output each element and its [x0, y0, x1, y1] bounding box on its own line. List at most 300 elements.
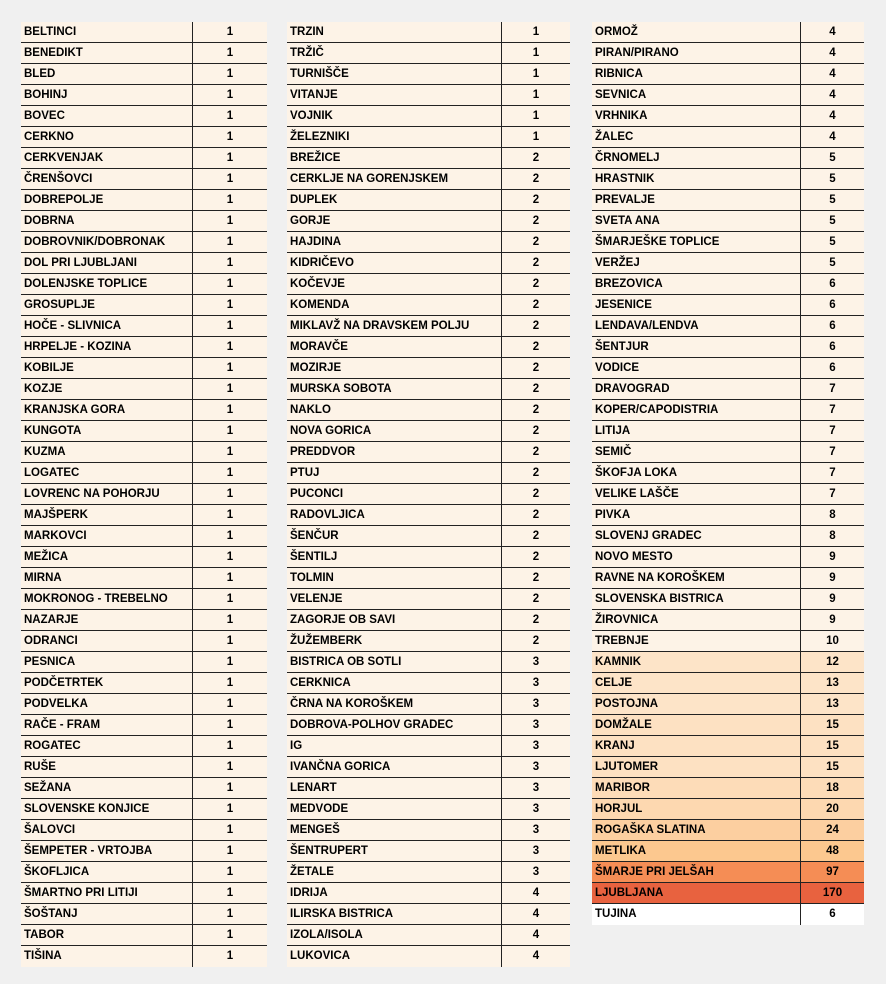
table-row [21, 127, 267, 148]
count-value: 4 [501, 904, 570, 924]
count-value: 1 [192, 547, 267, 567]
municipality-name: KOZJE [24, 383, 63, 395]
municipality-name: MEŽICA [24, 551, 69, 563]
municipality-name: SVETA ANA [595, 215, 660, 227]
count-value: 3 [501, 652, 570, 672]
count-value: 2 [501, 631, 570, 651]
municipality-name: HOČE - SLIVNICA [24, 320, 122, 332]
municipality-name: MOZIRJE [290, 362, 342, 374]
count-value: 1 [192, 232, 267, 252]
count-value: 1 [192, 694, 267, 714]
municipality-name: KOČEVJE [290, 278, 345, 290]
municipality-name: NOVA GORICA [290, 425, 372, 437]
table-row [287, 316, 570, 337]
municipality-name: BREŽICE [290, 152, 341, 164]
table-row [592, 589, 864, 610]
municipality-name: DOBROVA-POLHOV GRADEC [290, 719, 454, 731]
municipality-name: VELENJE [290, 593, 343, 605]
municipality-name: KUZMA [24, 446, 66, 458]
table-row [21, 253, 267, 274]
table-row [592, 799, 864, 820]
count-value: 1 [192, 841, 267, 861]
count-value: 7 [800, 400, 864, 420]
municipality-name: ŠENTRUPERT [290, 845, 368, 857]
municipality-name: SLOVENJ GRADEC [595, 530, 702, 542]
municipality-name: IZOLA/ISOLA [290, 929, 363, 941]
table-row [21, 190, 267, 211]
municipality-name: ŽUŽEMBERK [290, 635, 363, 647]
municipality-name: CERKLJE NA GORENJSKEM [290, 173, 449, 185]
municipality-name: VITANJE [290, 89, 338, 101]
table-row [21, 715, 267, 736]
municipality-name: RAČE - FRAM [24, 719, 101, 731]
table-row [592, 883, 864, 904]
table-row [592, 400, 864, 421]
count-value: 1 [192, 379, 267, 399]
table-row [21, 568, 267, 589]
municipality-name: PODVELKA [24, 698, 88, 710]
count-value: 7 [800, 421, 864, 441]
table-row [287, 148, 570, 169]
table-row [287, 22, 570, 43]
table-row [287, 85, 570, 106]
table-row [287, 904, 570, 925]
municipality-name: IDRIJA [290, 887, 328, 899]
count-value: 1 [501, 85, 570, 105]
table-row [592, 232, 864, 253]
count-value: 20 [800, 799, 864, 819]
table-row [21, 400, 267, 421]
count-value: 48 [800, 841, 864, 861]
table-row [21, 316, 267, 337]
municipality-name: KOPER/CAPODISTRIA [595, 404, 719, 416]
municipality-name: LJUTOMER [595, 761, 659, 773]
count-value: 7 [800, 442, 864, 462]
municipality-name: BENEDIKT [24, 47, 83, 59]
count-value: 1 [501, 64, 570, 84]
count-value: 2 [501, 253, 570, 273]
municipality-name: DOBREPOLJE [24, 194, 104, 206]
municipality-name: VERŽEJ [595, 257, 640, 269]
municipality-name: MURSKA SOBOTA [290, 383, 392, 395]
municipality-name: TIŠINA [24, 950, 62, 962]
municipality-name: RADOVLJICA [290, 509, 365, 521]
table-row [21, 904, 267, 925]
municipality-name: ŠMARJEŠKE TOPLICE [595, 236, 720, 248]
municipality-name: LITIJA [595, 425, 631, 437]
count-value: 1 [192, 673, 267, 693]
municipality-name: TUJINA [595, 908, 637, 920]
table-row [21, 673, 267, 694]
municipality-name: TRZIN [290, 26, 324, 38]
count-value: 1 [192, 421, 267, 441]
municipality-name: BOVEC [24, 110, 65, 122]
count-value: 2 [501, 379, 570, 399]
count-value: 8 [800, 526, 864, 546]
count-value: 3 [501, 715, 570, 735]
table-row [592, 106, 864, 127]
table-row [21, 820, 267, 841]
municipality-name: LOVRENC NA POHORJU [24, 488, 160, 500]
municipality-name: SEMIČ [595, 446, 632, 458]
municipality-name: KIDRIČEVO [290, 257, 354, 269]
municipality-name: TABOR [24, 929, 65, 941]
count-value: 2 [501, 442, 570, 462]
table-row [287, 652, 570, 673]
count-value: 1 [192, 106, 267, 126]
municipality-name: TOLMIN [290, 572, 334, 584]
count-value: 3 [501, 757, 570, 777]
table-row [21, 463, 267, 484]
count-value: 5 [800, 169, 864, 189]
table-row [592, 526, 864, 547]
count-value: 6 [800, 337, 864, 357]
municipality-name: NAKLO [290, 404, 331, 416]
count-value: 13 [800, 673, 864, 693]
municipality-name: MENGEŠ [290, 824, 340, 836]
table-row [287, 358, 570, 379]
table-row [592, 295, 864, 316]
count-value: 6 [800, 274, 864, 294]
municipality-name: ROGAŠKA SLATINA [595, 824, 706, 836]
municipality-name: GORJE [290, 215, 331, 227]
count-value: 2 [501, 526, 570, 546]
municipality-name: PESNICA [24, 656, 76, 668]
municipality-name: CERKNO [24, 131, 74, 143]
municipality-name: DOLENJSKE TOPLICE [24, 278, 148, 290]
table-row [287, 274, 570, 295]
count-value: 5 [800, 253, 864, 273]
municipality-name: ŠALOVCI [24, 824, 76, 836]
municipality-name: KRANJSKA GORA [24, 404, 126, 416]
count-value: 9 [800, 547, 864, 567]
table-row [287, 694, 570, 715]
table-row [21, 64, 267, 85]
count-value: 7 [800, 379, 864, 399]
table-row [592, 820, 864, 841]
municipality-name: ZAGORJE OB SAVI [290, 614, 396, 626]
table-row [592, 274, 864, 295]
count-value: 5 [800, 190, 864, 210]
municipality-name: LENDAVA/LENDVA [595, 320, 699, 332]
count-value: 2 [501, 505, 570, 525]
municipality-name: ŠENČUR [290, 530, 339, 542]
count-value: 1 [192, 568, 267, 588]
table-row [592, 631, 864, 652]
municipality-name: KOBILJE [24, 362, 74, 374]
municipality-name: ČRENŠOVCI [24, 173, 93, 185]
table-row [287, 946, 570, 967]
count-value: 2 [501, 169, 570, 189]
count-value: 1 [192, 631, 267, 651]
municipality-name: LJUBLJANA [595, 887, 664, 899]
table-row [21, 232, 267, 253]
count-value: 1 [192, 862, 267, 882]
count-value: 18 [800, 778, 864, 798]
count-value: 4 [501, 883, 570, 903]
count-value: 2 [501, 610, 570, 630]
count-value: 2 [501, 211, 570, 231]
municipality-name: MIRNA [24, 572, 62, 584]
municipality-name: CELJE [595, 677, 633, 689]
municipality-name: HRPELJE - KOZINA [24, 341, 132, 353]
municipality-name: LENART [290, 782, 337, 794]
municipality-name: MIKLAVŽ NA DRAVSKEM POLJU [290, 320, 470, 332]
table-row [21, 379, 267, 400]
municipality-name: ŠKOFLJICA [24, 866, 90, 878]
count-value: 2 [501, 547, 570, 567]
count-value: 2 [501, 358, 570, 378]
count-value: 10 [800, 631, 864, 651]
municipality-column-2 [287, 22, 570, 967]
table-row [592, 673, 864, 694]
municipality-name: KUNGOTA [24, 425, 82, 437]
count-value: 3 [501, 694, 570, 714]
count-value: 2 [501, 589, 570, 609]
municipality-name: IG [290, 740, 303, 752]
count-value: 15 [800, 736, 864, 756]
count-value: 1 [192, 904, 267, 924]
count-value: 1 [192, 883, 267, 903]
count-value: 1 [192, 400, 267, 420]
count-value: 15 [800, 715, 864, 735]
count-value: 1 [192, 463, 267, 483]
count-value: 2 [501, 148, 570, 168]
table-row [287, 778, 570, 799]
table-row [287, 484, 570, 505]
municipality-name: PIVKA [595, 509, 631, 521]
table-row [592, 421, 864, 442]
count-value: 6 [800, 316, 864, 336]
municipality-name: HAJDINA [290, 236, 342, 248]
count-value: 2 [501, 274, 570, 294]
count-value: 2 [501, 484, 570, 504]
table-row [21, 85, 267, 106]
municipality-name: LUKOVICA [290, 950, 351, 962]
count-value: 1 [192, 484, 267, 504]
municipality-name: MARKOVCI [24, 530, 87, 542]
count-value: 4 [800, 106, 864, 126]
count-value: 1 [192, 736, 267, 756]
municipality-name: MORAVČE [290, 341, 348, 353]
count-value: 1 [192, 337, 267, 357]
municipality-name: MOKRONOG - TREBELNO [24, 593, 168, 605]
municipality-name: GROSUPLJE [24, 299, 95, 311]
count-value: 9 [800, 568, 864, 588]
count-value: 3 [501, 799, 570, 819]
municipality-name: ŽALEC [595, 131, 634, 143]
municipality-name: SEVNICA [595, 89, 647, 101]
municipality-name: ŽELEZNIKI [290, 131, 350, 143]
table-row [592, 757, 864, 778]
count-value: 2 [501, 337, 570, 357]
table-row [592, 316, 864, 337]
count-value: 1 [501, 127, 570, 147]
municipality-name: ČRNOMELJ [595, 152, 660, 164]
table-row [592, 862, 864, 883]
municipality-name: RUŠE [24, 761, 56, 773]
table-row [21, 22, 267, 43]
table-row [21, 694, 267, 715]
count-value: 2 [501, 316, 570, 336]
table-row [287, 379, 570, 400]
municipality-name: SLOVENSKA BISTRICA [595, 593, 724, 605]
table-row [287, 337, 570, 358]
table-row [592, 778, 864, 799]
table-row [287, 757, 570, 778]
count-value: 1 [192, 505, 267, 525]
count-value: 1 [192, 316, 267, 336]
table-row [592, 148, 864, 169]
count-value: 1 [192, 610, 267, 630]
table-row [287, 715, 570, 736]
table-row [592, 841, 864, 862]
table-row [287, 64, 570, 85]
municipality-name: RIBNICA [595, 68, 643, 80]
table-row [21, 778, 267, 799]
municipality-name: ŠKOFJA LOKA [595, 467, 677, 479]
municipality-name: KRANJ [595, 740, 635, 752]
count-value: 13 [800, 694, 864, 714]
table-row [592, 694, 864, 715]
municipality-name: TURNIŠČE [290, 68, 349, 80]
count-value: 2 [501, 400, 570, 420]
count-value: 1 [192, 190, 267, 210]
municipality-name: BELTINCI [24, 26, 77, 38]
count-value: 4 [800, 127, 864, 147]
table-row [21, 862, 267, 883]
municipality-column-3 [592, 22, 864, 925]
table-row [21, 358, 267, 379]
count-value: 2 [501, 295, 570, 315]
count-value: 1 [192, 589, 267, 609]
count-value: 1 [192, 820, 267, 840]
municipality-name: TREBNJE [595, 635, 649, 647]
count-value: 12 [800, 652, 864, 672]
table-row [592, 505, 864, 526]
table-row [21, 484, 267, 505]
municipality-name: PREVALJE [595, 194, 655, 206]
table-row [592, 379, 864, 400]
count-value: 1 [501, 43, 570, 63]
count-value: 6 [800, 904, 864, 925]
count-value: 5 [800, 232, 864, 252]
table-row [21, 757, 267, 778]
municipality-name: ŠMARJE PRI JELŠAH [595, 866, 714, 878]
table-row [592, 736, 864, 757]
table-row [21, 505, 267, 526]
municipality-name: HORJUL [595, 803, 643, 815]
municipality-name: POSTOJNA [595, 698, 659, 710]
municipality-name: ŽIROVNICA [595, 614, 659, 626]
table-row [287, 232, 570, 253]
municipality-name: ILIRSKA BISTRICA [290, 908, 394, 920]
count-value: 1 [192, 43, 267, 63]
count-value: 9 [800, 610, 864, 630]
count-value: 3 [501, 778, 570, 798]
count-value: 6 [800, 358, 864, 378]
table-row [21, 169, 267, 190]
count-value: 1 [192, 127, 267, 147]
table-row [287, 526, 570, 547]
table-row [592, 22, 864, 43]
table-row [592, 547, 864, 568]
table-row [21, 421, 267, 442]
municipality-name: ŠENTILJ [290, 551, 338, 563]
count-value: 1 [192, 799, 267, 819]
municipality-name: METLIKA [595, 845, 647, 857]
municipality-name: MAJŠPERK [24, 509, 88, 521]
table-row [287, 106, 570, 127]
table-row [287, 463, 570, 484]
count-value: 2 [501, 232, 570, 252]
municipality-name: ŠOŠTANJ [24, 908, 78, 920]
municipality-name: TRŽIČ [290, 47, 324, 59]
count-value: 15 [800, 757, 864, 777]
table-row [592, 169, 864, 190]
municipality-name: BISTRICA OB SOTLI [290, 656, 402, 668]
table-row [287, 442, 570, 463]
count-value: 2 [501, 463, 570, 483]
table-row [592, 715, 864, 736]
table-row [592, 43, 864, 64]
municipality-name: SEŽANA [24, 782, 72, 794]
municipality-name: JESENICE [595, 299, 652, 311]
count-value: 1 [192, 85, 267, 105]
count-value: 2 [501, 190, 570, 210]
table-row [592, 211, 864, 232]
municipality-name: PREDDVOR [290, 446, 356, 458]
table-row [287, 925, 570, 946]
table-row [21, 631, 267, 652]
count-value: 9 [800, 589, 864, 609]
table-row [592, 904, 864, 925]
count-value: 3 [501, 862, 570, 882]
table-row [592, 484, 864, 505]
table-row [287, 505, 570, 526]
table-row [21, 211, 267, 232]
count-value: 1 [192, 652, 267, 672]
municipality-name: DOBROVNIK/DOBRONAK [24, 236, 166, 248]
count-value: 1 [501, 106, 570, 126]
table-row [592, 64, 864, 85]
table-row [592, 358, 864, 379]
count-value: 4 [800, 22, 864, 42]
table-row [287, 400, 570, 421]
count-value: 1 [501, 22, 570, 42]
count-value: 3 [501, 736, 570, 756]
table-row [287, 43, 570, 64]
municipality-name: PODČETRTEK [24, 677, 104, 689]
table-row [287, 127, 570, 148]
table-row [21, 925, 267, 946]
count-value: 3 [501, 841, 570, 861]
municipality-name: NAZARJE [24, 614, 79, 626]
table-row [21, 106, 267, 127]
municipality-name: KOMENDA [290, 299, 350, 311]
table-row [21, 547, 267, 568]
municipality-name: DOL PRI LJUBLJANI [24, 257, 137, 269]
count-value: 1 [192, 715, 267, 735]
count-value: 170 [800, 883, 864, 903]
count-value: 7 [800, 463, 864, 483]
table-row [592, 190, 864, 211]
table-row [287, 736, 570, 757]
count-value: 3 [501, 673, 570, 693]
count-value: 7 [800, 484, 864, 504]
municipality-name: ŠEMPETER - VRTOJBA [24, 845, 153, 857]
count-value: 97 [800, 862, 864, 882]
